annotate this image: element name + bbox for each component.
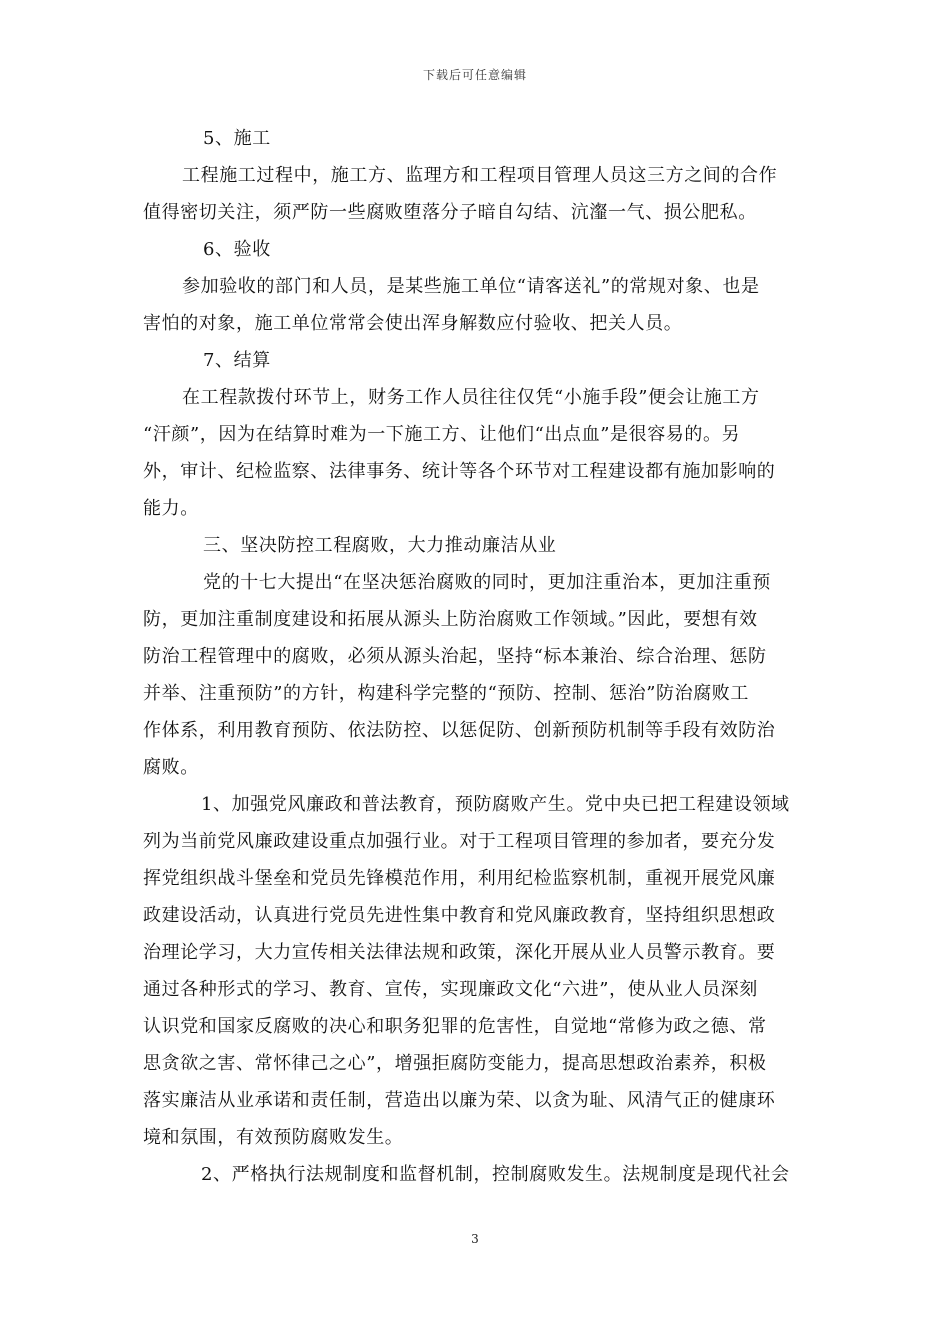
paragraph-line: 治理论学习，大力宣传相关法律法规和政策，深化开展从业人员警示教育。要 [143, 942, 776, 963]
paragraph-line: 政建设活动，认真进行党员先进性集中教育和党风廉政教育，坚持组织思想政 [143, 905, 776, 926]
paragraph-line: 挥党组织战斗堡垒和党员先锋模范作用，利用纪检监察机制，重视开展党风廉 [143, 868, 776, 889]
paragraph-line: 害怕的对象，施工单位常常会使出浑身解数应付验收、把关人员。 [143, 313, 683, 334]
paragraph-line: 列为当前党风廉政建设重点加强行业。对于工程项目管理的参加者，要充分发 [143, 831, 776, 852]
document-body [143, 120, 807, 1193]
paragraph-line: 境和氛围，有效预防腐败发生。 [143, 1127, 404, 1148]
page-header: 下载后可任意编辑 [422, 68, 527, 82]
heading-acceptance: 6、验收 [203, 239, 271, 260]
page-number: 3 [471, 1232, 479, 1246]
paragraph-line: 外，审计、纪检监察、法律事务、统计等各个环节对工程建设都有施加影响的 [143, 461, 776, 482]
paragraph-line: 工程施工过程中，施工方、监理方和工程项目管理人员这三方之间的合作 [182, 165, 778, 186]
section-heading-three: 三、坚决防控工程腐败，大力推动廉洁从业 [203, 535, 557, 556]
paragraph-line: 防，更加注重制度建设和拓展从源头上防治腐败工作领域。”因此，要想有效 [143, 609, 758, 630]
heading-construction: 5、施工 [203, 128, 271, 149]
paragraph-line: 并举、注重预防”的方针，构建科学完整的“预防、控制、惩治”防治腐败工 [143, 683, 750, 704]
paragraph-line: 认识党和国家反腐败的决心和职务犯罪的危害性，自觉地“常修为政之德、常 [143, 1016, 767, 1037]
paragraph-line: 防治工程管理中的腐败，必须从源头治起，坚持“标本兼治、综合治理、惩防 [143, 646, 767, 667]
paragraph-line: 党的十七大提出“在坚决惩治腐败的同时，更加注重治本，更加注重预 [203, 572, 771, 593]
paragraph-line: 2、严格执行法规制度和监督机制，控制腐败发生。法规制度是现代社会 [201, 1164, 790, 1185]
paragraph-line: 值得密切关注，须严防一些腐败堕落分子暗自勾结、沆瀣一气、损公肥私。 [143, 202, 757, 223]
heading-settlement: 7、结算 [203, 350, 271, 371]
paragraph-line: 通过各种形式的学习、教育、宣传，实现廉政文化“六进”，使从业人员深刻 [143, 979, 758, 1000]
paragraph-line: 作体系，利用教育预防、依法防控、以惩促防、创新预防机制等手段有效防治 [143, 720, 776, 741]
paragraph-line: 落实廉洁从业承诺和责任制，营造出以廉为荣、以贪为耻、风清气正的健康环 [143, 1090, 776, 1111]
paragraph-line: “汗颜”，因为在结算时难为一下施工方、让他们“出点血”是很容易的。另 [143, 424, 741, 445]
paragraph-line: 参加验收的部门和人员，是某些施工单位“请客送礼”的常规对象、也是 [182, 276, 760, 297]
paragraph-line: 1、加强党风廉政和普法教育，预防腐败产生。党中央已把工程建设领域 [201, 794, 790, 815]
paragraph-line: 思贪欲之害、常怀律己之心”，增强拒腐防变能力，提高思想政治素养，积极 [143, 1053, 767, 1074]
paragraph-line: 能力。 [143, 498, 199, 519]
paragraph-line: 在工程款拨付环节上，财务工作人员往往仅凭“小施手段”便会让施工方 [182, 387, 760, 408]
paragraph-line: 腐败。 [143, 757, 199, 778]
